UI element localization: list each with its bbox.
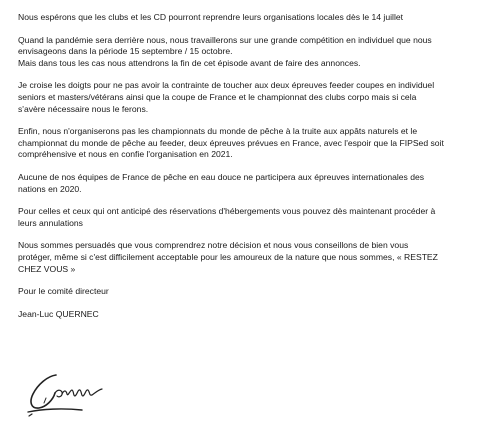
text-line: Pour celles et ceux qui ont anticipé des réservations d'hébergements vous pouvez dès maintenant procéder à — [18, 206, 436, 217]
letter-body — [18, 12, 490, 331]
text-line: Nous sommes persuadés que vous comprendrez notre décision et nous vous conseillons de bien vous — [18, 240, 409, 251]
paragraph-reservations — [18, 206, 490, 229]
text-line: Pour le comité directeur — [18, 286, 109, 297]
text-line: CHEZ VOUS » — [18, 263, 76, 274]
paragraph-resumption — [18, 12, 490, 24]
text-line: compréhensive et nous en confie l'organisation en 2021. — [18, 149, 233, 160]
paragraph-feeder — [18, 80, 490, 115]
text-line: s'avère nécessaire nous le ferons. — [18, 103, 149, 114]
handwritten-signature — [22, 368, 106, 420]
signatory-name — [18, 309, 490, 321]
text-line: Je croise les doigts pour ne pas avoir la contrainte de toucher aux deux épreuves feeder coupes en individuel — [18, 80, 435, 91]
text-line: Enfin, nous n'organiserons pas les championnats du monde de pêche à la truite aux appâts naturels et le — [18, 126, 418, 137]
paragraph-stay-home — [18, 240, 490, 275]
text-line: Nous espérons que les clubs et les CD pourront reprendre leurs organisations locales dès le 14 juillet — [18, 12, 404, 22]
text-line: protéger, même si c'est difficilement acceptable pour les amoureux de la nature que nous sommes, « RESTEZ — [18, 251, 438, 262]
text-line: Mais dans tous les cas nous attendrons la fin de cet épisode avant de faire des annonces. — [18, 57, 361, 68]
text-line: championnat du monde de pêche au feeder, deux épreuves prévues en France, avec l'espoir que la FIPSed soit — [18, 137, 444, 148]
text-line: Aucune de nos équipes de France de pêche en eau douce ne participera aux épreuves internationales des — [18, 171, 425, 182]
text-line: Jean-Luc QUERNEC — [18, 308, 99, 319]
text-line: nations en 2020. — [18, 183, 82, 194]
text-line: Quand la pandémie sera derrière nous, nous travaillerons sur une grande compétition en individuel que nous — [18, 34, 432, 45]
paragraph-competition — [18, 35, 490, 70]
text-line: leurs annulations — [18, 217, 83, 228]
text-line: envisageons dans la période 15 septembre / 15 octobre. — [18, 46, 233, 57]
text-line: seniors et masters/vétérans ainsi que la coupe de France et le championnat des clubs corpo mais si cela — [18, 91, 417, 102]
paragraph-national-teams — [18, 172, 490, 195]
closing-committee — [18, 286, 490, 298]
paragraph-world-championships — [18, 126, 490, 161]
